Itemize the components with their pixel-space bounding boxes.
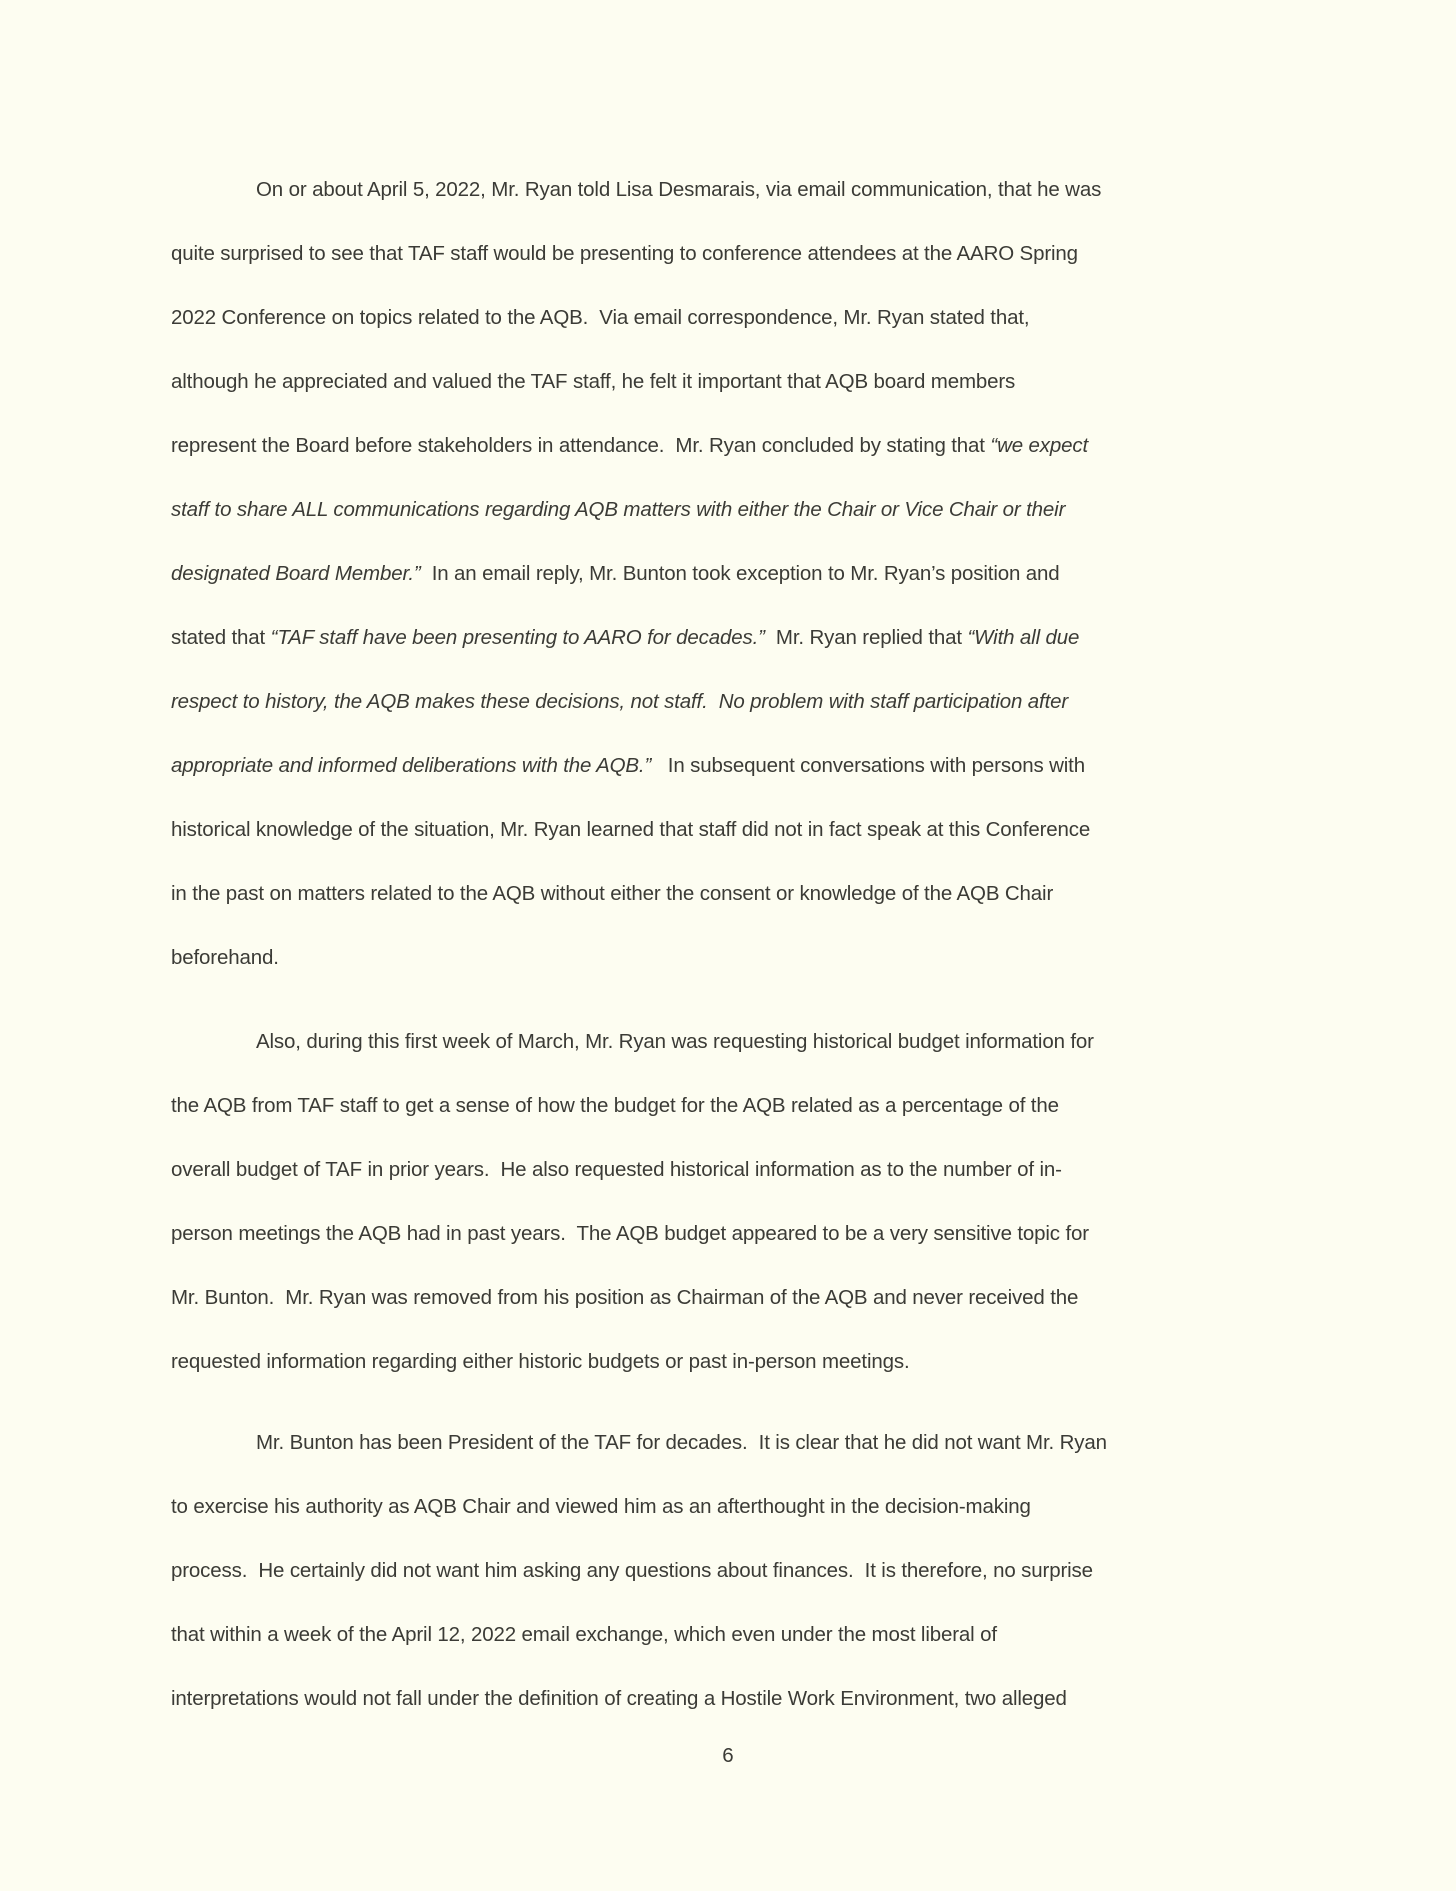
body-text: historical knowledge of the situation, Mr. Ryan learned that staff did not in fact speak at this Conference bbox=[171, 818, 1091, 841]
italic-quote-text: designated Board Member.” bbox=[171, 562, 421, 585]
text-line bbox=[171, 1010, 1291, 1074]
body-text: Mr. Ryan replied that bbox=[764, 626, 968, 649]
body-text: person meetings the AQB had in past years. The AQB budget appeared to be a very sensitive topic for bbox=[171, 1222, 1089, 1245]
text-line bbox=[171, 1138, 1291, 1202]
italic-quote-text: appropriate and informed deliberations with the AQB.” bbox=[171, 754, 652, 777]
body-text: process. He certainly did not want him asking any questions about finances. It is therefore, no surprise bbox=[171, 1559, 1093, 1582]
text-line bbox=[171, 1603, 1291, 1667]
text-line bbox=[171, 478, 1291, 542]
text-line bbox=[171, 1411, 1291, 1475]
text-line bbox=[171, 606, 1291, 670]
body-text: Also, during this first week of March, Mr. Ryan was requesting historical budget information for bbox=[256, 1030, 1094, 1053]
body-text: interpretations would not fall under the definition of creating a Hostile Work Environment, two alleged bbox=[171, 1687, 1067, 1710]
body-text: quite surprised to see that TAF staff would be presenting to conference attendees at the AARO Spring bbox=[171, 242, 1078, 265]
body-text: in the past on matters related to the AQB without either the consent or knowledge of the AQB Chair bbox=[171, 882, 1054, 905]
text-line bbox=[171, 286, 1291, 350]
paragraph-1 bbox=[171, 158, 1291, 990]
text-line bbox=[171, 1266, 1291, 1330]
text-line bbox=[171, 1539, 1291, 1603]
body-text: On or about April 5, 2022, Mr. Ryan told Lisa Desmarais, via email communication, that he was bbox=[256, 178, 1102, 201]
text-line bbox=[171, 1475, 1291, 1539]
body-text: requested information regarding either historic budgets or past in-person meetings. bbox=[171, 1350, 910, 1373]
paragraph-3 bbox=[171, 1411, 1291, 1731]
body-text: In subsequent conversations with persons with bbox=[651, 754, 1085, 777]
paragraph-2 bbox=[171, 1010, 1291, 1394]
body-text: that within a week of the April 12, 2022 email exchange, which even under the most liberal of bbox=[171, 1623, 997, 1646]
italic-quote-text: “we expect bbox=[990, 434, 1089, 457]
text-line bbox=[171, 158, 1291, 222]
body-text: beforehand. bbox=[171, 946, 279, 969]
italic-quote-text: respect to history, the AQB makes these decisions, not staff. No problem with staff participation after bbox=[171, 690, 1069, 713]
body-text: to exercise his authority as AQB Chair and viewed him as an afterthought in the decision-making bbox=[171, 1495, 1031, 1518]
page-number: 6 bbox=[722, 1744, 734, 1767]
text-line bbox=[171, 862, 1291, 926]
text-line bbox=[171, 734, 1291, 798]
text-line bbox=[171, 414, 1291, 478]
body-text: although he appreciated and valued the TAF staff, he felt it important that AQB board members bbox=[171, 370, 1016, 393]
text-line bbox=[171, 1330, 1291, 1394]
body-text: represent the Board before stakeholders in attendance. Mr. Ryan concluded by stating that bbox=[171, 434, 991, 457]
text-line bbox=[171, 222, 1291, 286]
text-line bbox=[171, 542, 1291, 606]
text-line bbox=[171, 926, 1291, 990]
text-line bbox=[171, 1074, 1291, 1138]
text-line bbox=[171, 798, 1291, 862]
body-text: overall budget of TAF in prior years. He also requested historical information as to the number of in- bbox=[171, 1158, 1062, 1181]
text-line bbox=[171, 1202, 1291, 1266]
italic-quote-text: “TAF staff have been presenting to AARO for decades.” bbox=[270, 626, 765, 649]
text-line bbox=[171, 670, 1291, 734]
body-text: the AQB from TAF staff to get a sense of how the budget for the AQB related as a percentage of the bbox=[171, 1094, 1059, 1117]
italic-quote-text: staff to share ALL communications regarding AQB matters with either the Chair or Vice Chair or their bbox=[171, 498, 1066, 521]
body-text: In an email reply, Mr. Bunton took exception to Mr. Ryan’s position and bbox=[420, 562, 1060, 585]
italic-quote-text: “With all due bbox=[967, 626, 1080, 649]
text-line bbox=[171, 1667, 1291, 1731]
body-text: 2022 Conference on topics related to the AQB. Via email correspondence, Mr. Ryan stated that, bbox=[171, 306, 1030, 329]
text-line bbox=[171, 350, 1291, 414]
body-text: Mr. Bunton. Mr. Ryan was removed from his position as Chairman of the AQB and never received the bbox=[171, 1286, 1079, 1309]
body-text: stated that bbox=[171, 626, 271, 649]
body-text: Mr. Bunton has been President of the TAF for decades. It is clear that he did not want Mr. Ryan bbox=[256, 1431, 1107, 1454]
